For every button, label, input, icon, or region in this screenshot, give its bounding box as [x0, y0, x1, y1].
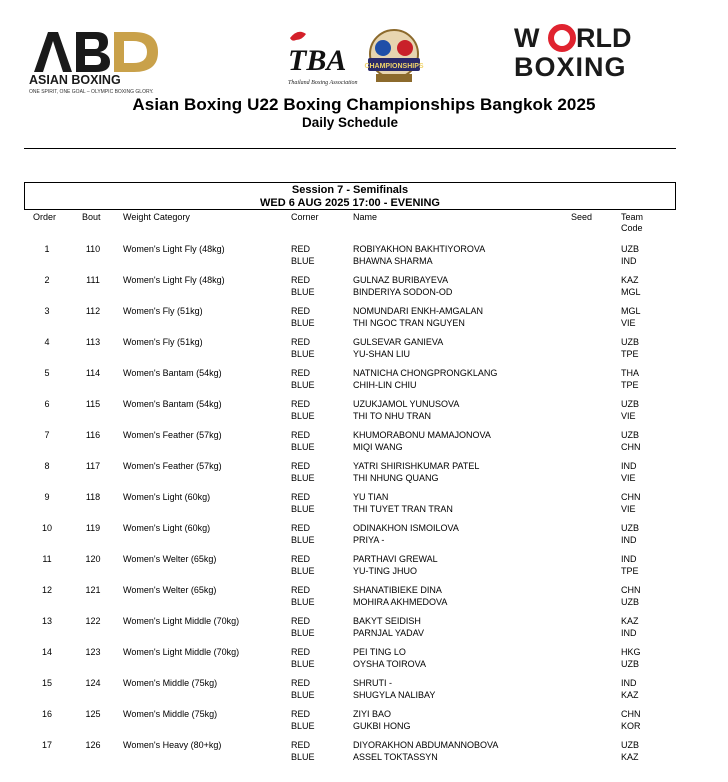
column-header-team-line1: Team [621, 212, 644, 222]
blue-team-code: VIE [621, 318, 636, 328]
tba-letters-text: TBA [288, 44, 347, 77]
red-team-code: IND [621, 554, 637, 564]
blue-team-code: IND [621, 535, 637, 545]
red-team-code: IND [621, 461, 637, 471]
championships-badge-text: CHAMPIONSHIPS [364, 63, 424, 70]
blue-corner-label: BLUE [291, 535, 315, 545]
table-row [0, 740, 728, 768]
blue-team-code: CHN [621, 442, 641, 452]
abd-tagline-text: ONE SPIRIT, ONE GOAL – OLYMPIC BOXING GLORY. [29, 89, 154, 95]
bout-number: 122 [85, 616, 101, 626]
bout-order: 13 [41, 616, 52, 626]
column-header-bout: Bout [82, 212, 101, 222]
bout-number: 112 [85, 306, 101, 316]
red-corner-label: RED [291, 585, 311, 595]
blue-boxer-name: MIQI WANG [353, 442, 403, 452]
red-corner-label: RED [291, 709, 311, 719]
bout-order: 2 [44, 275, 50, 285]
red-team-code: UZB [621, 523, 639, 533]
weight-category: Women's Light Middle (70kg) [123, 616, 240, 626]
table-row [0, 275, 728, 303]
red-team-code: UZB [621, 740, 639, 750]
weight-category: Women's Light (60kg) [123, 523, 211, 533]
weight-category: Women's Light Middle (70kg) [123, 647, 240, 657]
blue-boxer-name: PRIYA - [353, 535, 385, 545]
bout-number: 126 [85, 740, 101, 750]
red-team-code: CHN [621, 492, 641, 502]
red-boxer-name: BAKYT SEIDISH [353, 616, 421, 626]
weight-category: Women's Middle (75kg) [123, 709, 218, 719]
blue-corner-label: BLUE [291, 442, 315, 452]
blue-corner-label: BLUE [291, 349, 315, 359]
red-boxer-name: DIYORAKHON ABDUMANNOBOVA [353, 740, 499, 750]
bout-order: 8 [44, 461, 50, 471]
red-corner-label: RED [291, 616, 311, 626]
blue-team-code: IND [621, 628, 637, 638]
red-boxer-name: YU TIAN [353, 492, 389, 502]
bout-number: 113 [85, 337, 101, 347]
blue-team-code: IND [621, 256, 637, 266]
red-corner-label: RED [291, 337, 311, 347]
tba-subtitle-text: Thailand Boxing Association [288, 80, 358, 86]
blue-boxer-name: YU-SHAN LIU [353, 349, 411, 359]
column-header-seed: Seed [571, 212, 593, 222]
red-boxer-name: PARTHAVI GREWAL [353, 554, 438, 564]
weight-category: Women's Light Fly (48kg) [123, 275, 225, 285]
table-row [0, 647, 728, 675]
blue-corner-label: BLUE [291, 659, 315, 669]
blue-corner-label: BLUE [291, 411, 315, 421]
blue-team-code: VIE [621, 411, 636, 421]
blue-corner-label: BLUE [291, 721, 315, 731]
blue-boxer-name: MOHIRA AKHMEDOVA [353, 597, 448, 607]
red-team-code: CHN [621, 585, 641, 595]
blue-boxer-name: ASSEL TOKTASSYN [353, 752, 438, 762]
weight-category: Women's Fly (51kg) [123, 306, 203, 316]
bout-number: 124 [85, 678, 101, 688]
blue-team-code: UZB [621, 597, 639, 607]
bout-number: 121 [85, 585, 101, 595]
weight-category: Women's Fly (51kg) [123, 337, 203, 347]
bout-order: 7 [44, 430, 50, 440]
red-corner-label: RED [291, 244, 311, 254]
red-corner-label: RED [291, 275, 311, 285]
wb-line2-text: BOXING [514, 52, 627, 80]
blue-boxer-name: THI NGOC TRAN NGUYEN [353, 318, 465, 328]
boxing-association-logo-graphic [276, 24, 426, 94]
red-boxer-name: ODINAKHON ISMOILOVA [353, 523, 459, 533]
table-row [0, 523, 728, 551]
red-boxer-name: UZUKJAMOL YUNUSOVA [353, 399, 460, 409]
weight-category: Women's Bantam (54kg) [123, 399, 222, 409]
red-corner-label: RED [291, 740, 311, 750]
blue-team-code: TPE [621, 349, 639, 359]
red-team-code: UZB [621, 244, 639, 254]
bout-number: 110 [85, 244, 101, 254]
blue-team-code: KAZ [621, 690, 639, 700]
red-boxer-name: PEI TING LO [353, 647, 406, 657]
asian-boxing-logo-graphic [26, 26, 196, 96]
table-row [0, 678, 728, 706]
red-team-code: KAZ [621, 275, 639, 285]
blue-corner-label: BLUE [291, 690, 315, 700]
red-team-code: IND [621, 678, 637, 688]
table-row [0, 492, 728, 520]
blue-corner-label: BLUE [291, 752, 315, 762]
asian-boxing-logo [26, 26, 196, 96]
session-date: WED 6 AUG 2025 17:00 - EVENING [260, 197, 440, 209]
blue-boxer-name: YU-TING JHUO [353, 566, 417, 576]
blue-corner-label: BLUE [291, 504, 315, 514]
bout-order: 11 [42, 554, 52, 564]
red-corner-label: RED [291, 647, 311, 657]
red-boxer-name: GULSEVAR GANIEVA [353, 337, 444, 347]
red-corner-label: RED [291, 554, 311, 564]
blue-corner-label: BLUE [291, 380, 315, 390]
bout-number: 116 [85, 430, 101, 440]
session-header-box [24, 182, 676, 210]
blue-corner-label: BLUE [291, 287, 315, 297]
table-row [0, 337, 728, 365]
blue-team-code: TPE [621, 380, 639, 390]
bout-number: 120 [85, 554, 101, 564]
column-header-team [621, 212, 643, 234]
red-team-code: UZB [621, 399, 639, 409]
blue-team-code: VIE [621, 504, 636, 514]
world-boxing-logo-graphic [512, 22, 682, 80]
blue-boxer-name: PARNJAL YADAV [353, 628, 425, 638]
column-header-name: Name [353, 212, 378, 222]
weight-category: Women's Light (60kg) [123, 492, 211, 502]
blue-team-code: VIE [621, 473, 636, 483]
weight-category: Women's Light Fly (48kg) [123, 244, 225, 254]
blue-corner-label: BLUE [291, 597, 315, 607]
table-row [0, 585, 728, 613]
bout-order: 16 [41, 709, 52, 719]
table-row [0, 616, 728, 644]
column-header-corner: Corner [291, 212, 319, 222]
weight-category: Women's Middle (75kg) [123, 678, 218, 688]
session-title: Session 7 - Semifinals [291, 184, 409, 196]
page-title: Asian Boxing U22 Boxing Championships Bangkok 2025 [132, 95, 596, 114]
bout-order: 9 [44, 492, 50, 502]
bout-number: 115 [85, 399, 101, 409]
blue-corner-label: BLUE [291, 473, 315, 483]
blue-team-code: UZB [621, 659, 639, 669]
bout-order: 3 [44, 306, 50, 316]
blue-team-code: KAZ [621, 752, 639, 762]
blue-corner-label: BLUE [291, 318, 315, 328]
red-corner-label: RED [291, 430, 311, 440]
bout-number: 123 [85, 647, 101, 657]
bout-order: 5 [44, 368, 50, 378]
table-row [0, 244, 728, 272]
red-boxer-name: SHRUTI - [353, 678, 392, 688]
weight-category: Women's Feather (57kg) [123, 430, 222, 440]
bout-number: 111 [86, 275, 100, 285]
blue-corner-label: BLUE [291, 628, 315, 638]
red-team-code: UZB [621, 430, 639, 440]
blue-team-code: MGL [621, 287, 641, 297]
blue-boxer-name: SHUGYLA NALIBAY [353, 690, 436, 700]
red-boxer-name: SHANATIBIEKE DINA [353, 585, 442, 595]
boxing-association-logo [276, 24, 426, 94]
bout-number: 117 [85, 461, 101, 471]
red-corner-label: RED [291, 523, 311, 533]
weight-category: Women's Feather (57kg) [123, 461, 222, 471]
blue-boxer-name: OYSHA TOIROVA [353, 659, 427, 669]
bout-number: 119 [85, 523, 101, 533]
blue-corner-label: BLUE [291, 256, 315, 266]
red-boxer-name: NOMUNDARI ENKH-AMGALAN [353, 306, 484, 316]
abd-name-text: ASIAN BOXING [29, 73, 121, 87]
bout-order: 10 [41, 523, 52, 533]
table-row [0, 368, 728, 396]
red-team-code: MGL [621, 306, 641, 316]
bout-order: 1 [44, 244, 50, 254]
red-boxer-name: NATNICHA CHONGPRONGKLANG [353, 368, 498, 378]
wb-line1-a-text: W [514, 23, 540, 53]
red-corner-label: RED [291, 461, 311, 471]
red-corner-label: RED [291, 399, 311, 409]
blue-boxer-name: THI NHUNG QUANG [353, 473, 439, 483]
red-corner-label: RED [291, 492, 311, 502]
bout-order: 4 [44, 337, 50, 347]
wb-line1-b-text: RLD [576, 23, 632, 53]
weight-category: Women's Heavy (80+kg) [123, 740, 222, 750]
blue-corner-label: BLUE [291, 566, 315, 576]
column-header-weight: Weight Category [123, 212, 190, 222]
red-corner-label: RED [291, 306, 311, 316]
weight-category: Women's Welter (65kg) [123, 585, 217, 595]
red-team-code: KAZ [621, 616, 639, 626]
red-boxer-name: GULNAZ BURIBAYEVA [353, 275, 449, 285]
red-team-code: CHN [621, 709, 641, 719]
bout-order: 6 [44, 399, 50, 409]
blue-boxer-name: THI TUYET TRAN TRAN [353, 504, 453, 514]
bout-number: 114 [85, 368, 101, 378]
table-row [0, 709, 728, 737]
column-header-order: Order [33, 212, 57, 222]
column-header-team-line2: Code [621, 223, 643, 233]
bout-order: 14 [41, 647, 52, 657]
table-row [0, 306, 728, 334]
blue-boxer-name: BINDERIYA SODON-OD [353, 287, 453, 297]
bout-order: 17 [41, 740, 52, 750]
table-row [0, 461, 728, 489]
blue-team-code: KOR [621, 721, 641, 731]
table-row [0, 430, 728, 458]
blue-boxer-name: BHAWNA SHARMA [353, 256, 433, 266]
red-corner-label: RED [291, 368, 311, 378]
world-boxing-logo [512, 22, 682, 80]
bout-number: 125 [85, 709, 101, 719]
red-team-code: UZB [621, 337, 639, 347]
weight-category: Women's Bantam (54kg) [123, 368, 222, 378]
red-team-code: THA [621, 368, 639, 378]
blue-team-code: TPE [621, 566, 639, 576]
table-row [0, 554, 728, 582]
red-boxer-name: KHUMORABONU MAMAJONOVA [353, 430, 491, 440]
blue-boxer-name: THI TO NHU TRAN [353, 411, 432, 421]
red-boxer-name: ROBIYAKHON BAKHTIYOROVA [353, 244, 486, 254]
bout-number: 118 [85, 492, 101, 502]
red-corner-label: RED [291, 678, 311, 688]
bout-order: 12 [41, 585, 52, 595]
blue-boxer-name: CHIH-LIN CHIU [353, 380, 417, 390]
weight-category: Women's Welter (65kg) [123, 554, 217, 564]
red-boxer-name: YATRI SHIRISHKUMAR PATEL [353, 461, 480, 471]
red-boxer-name: ZIYI BAO [353, 709, 392, 719]
table-row [0, 399, 728, 427]
page-subtitle: Daily Schedule [301, 115, 399, 130]
blue-boxer-name: GUKBI HONG [353, 721, 411, 731]
header-divider [24, 148, 676, 149]
red-team-code: HKG [621, 647, 641, 657]
bout-order: 15 [41, 678, 52, 688]
